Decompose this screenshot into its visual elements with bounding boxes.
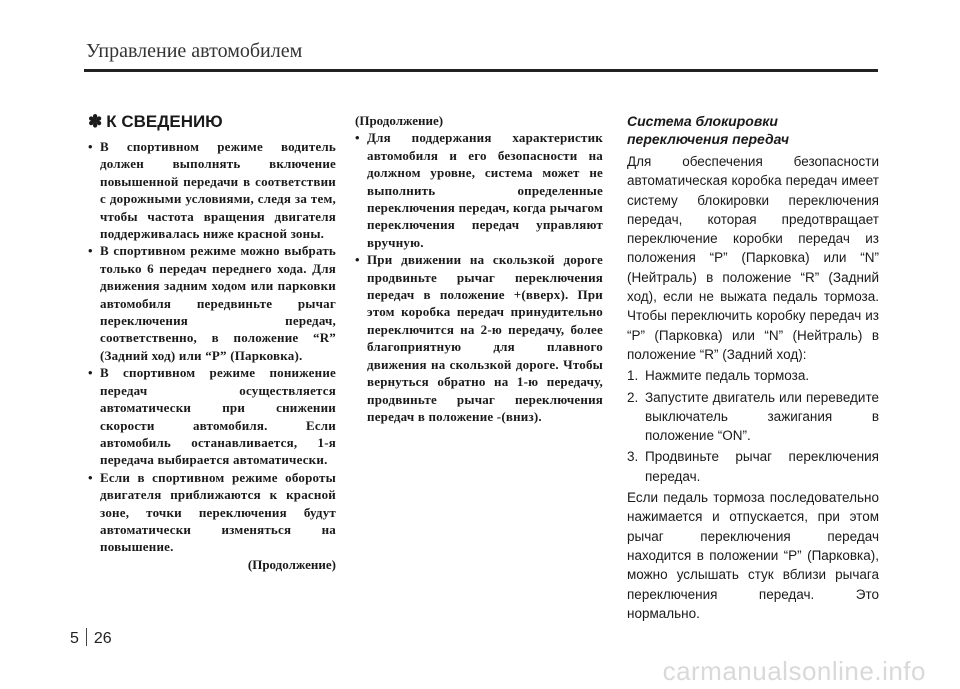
step-item (627, 447, 879, 486)
step-item (627, 366, 879, 385)
caution-column-1 (88, 112, 336, 573)
asterisk-icon: ✽ (88, 112, 103, 131)
caution-bullet: • В спортивном режиме водитель должен выполнять включение повышенной передачи в соответствии с дорожными условиями, следя за тем, чтобы частота вращения двигателя поддерживалась ниже красной зоны. (88, 138, 336, 242)
page-number-value: 26 (93, 630, 112, 647)
continued-label: (Продолжение) (355, 113, 444, 128)
page-header-title: Управление автомобилем (86, 40, 303, 62)
step-number: 1. (627, 368, 639, 384)
caution-bullet: • В спортивном режиме можно выбрать только 6 передач переднего хода. Для движения задним ходом или парковки автомобиля передвиньте рычаг переключения передач, соответственно, в положение “R” (Задний ход) или “P” (Парковка). (88, 242, 336, 364)
caution-bullet-list (88, 138, 336, 556)
caution-column-2 (355, 112, 603, 425)
step-text: Нажмите педаль тормоза. (645, 368, 810, 384)
page-number (70, 628, 112, 648)
continued-label: (Продолжение) (247, 556, 336, 572)
outro-paragraph: Если педаль тормоза последовательно нажимается и отпускается, при этом рычаг переключения передач находится в положении “P” (Парковка), можно услышать стук вблизи рычага переключения передач. Это нормально. (627, 490, 879, 621)
step-text: Запустите двигатель или переведите выключатель зажигания в положение “ON”. (645, 389, 879, 444)
chapter-number: 5 (70, 630, 79, 647)
caution-bullet: • В спортивном режиме понижение передач осуществляется автоматически при снижении скорости автомобиля. Если автомобиль останавливается, 1-я передача выбирается автоматически. (88, 364, 336, 468)
header-divider (84, 69, 878, 72)
watermark-text: carmanualsonline.info (662, 656, 926, 686)
caution-heading-text: К СВЕДЕНИЮ (106, 112, 223, 131)
caution-heading (88, 112, 336, 132)
page-number-divider (86, 628, 87, 646)
section-heading: Система блокировки переключения передач (627, 113, 790, 147)
steps-list (627, 366, 879, 486)
caution-bullet: • Если в спортивном режиме обороты двигателя приближаются к красной зоне, точки переключения будут автоматически изменяться на повышение. (88, 469, 336, 556)
caution-bullet-list-continued (355, 129, 603, 425)
step-number: 3. (627, 449, 639, 465)
intro-paragraph: Для обеспечения безопасности автоматическая коробка передач имеет систему блокировки переключения передач, которая предотвращает переключение коробки передач из положения “P” (Парковка) или “N” (Нейтраль) в положение “R” (Задний ход), если не выжата педаль тормоза. Чтобы переключить коробку передач из “P” (Парковка) или “N” (Нейтраль) в положение “R” (Задний ход): (627, 154, 879, 362)
caution-bullet: • Для поддержания характеристик автомобиля и его безопасности на должном уровне, система может не выполнить определенные переключения передач, когда рычагом переключения передач управляют вручную. (355, 129, 603, 251)
step-number: 2. (627, 389, 639, 405)
interlock-section (627, 112, 879, 625)
caution-bullet: • При движении на скользкой дороге продвиньте рычаг переключения передач в положение +(вверх). При этом коробка передач принудительно переключится на 2-ю передачу, более благоприятную для плавного движения на скользкой дороге. Чтобы вернуться обратно на 1-ю передачу, продвиньте рычаг переключения передач в положение -(вниз). (355, 251, 603, 425)
step-text: Продвиньте рычаг переключения передач. (645, 449, 879, 484)
step-item (627, 388, 879, 446)
